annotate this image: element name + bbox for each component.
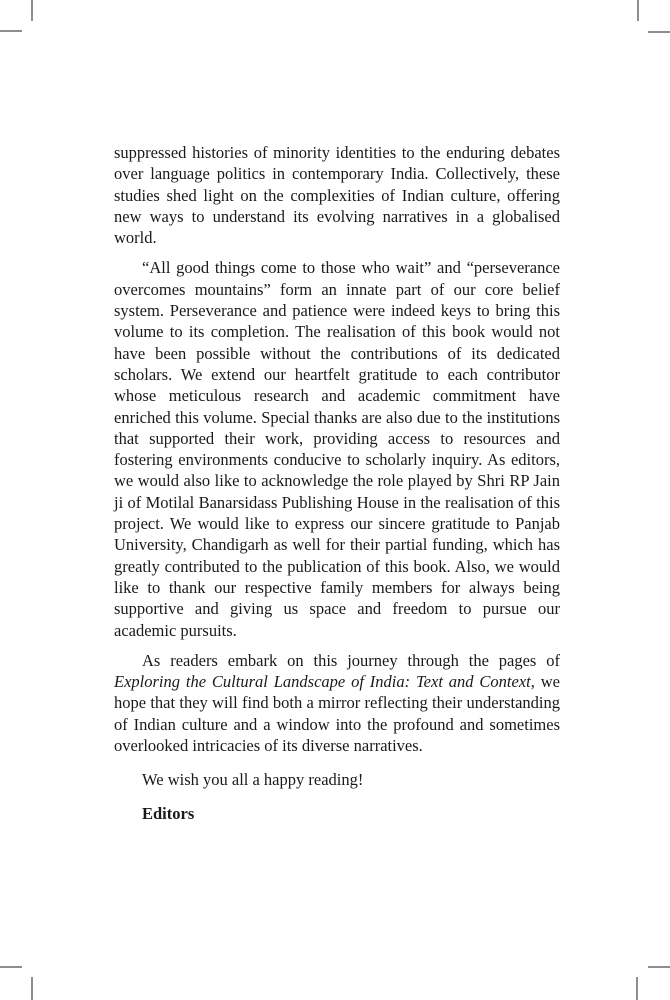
paragraph-continuation: suppressed histories of minority identities to the enduring debates over language politics in contemporary India. Collectively, these studies shed light on the complexities of Indian culture, offering new ways to understand its evolving narratives in a globalised world. [114, 143, 560, 248]
crop-mark-top-right-vertical [637, 0, 639, 21]
crop-mark-bottom-right-horizontal [648, 966, 670, 968]
paragraph-readers-pre: As readers embark on this journey through the pages of [142, 650, 560, 670]
crop-mark-bottom-right-vertical [636, 977, 638, 1000]
crop-mark-top-left-horizontal [0, 30, 22, 32]
paragraph-readers [114, 650, 560, 756]
crop-mark-bottom-left-horizontal [0, 966, 22, 968]
page-text-block [114, 142, 560, 824]
editors-signature: Editors [142, 803, 195, 823]
crop-mark-top-right-horizontal [648, 31, 670, 33]
book-title-italic: Exploring the Cultural Landscape of India: Text and Context [114, 672, 531, 692]
crop-mark-top-left-vertical [31, 0, 33, 21]
paragraph-acknowledgements: “All good things come to those who wait” and “perseverance overcomes mountains” form an innate part of our core belief system. Perseverance and patience were indeed keys to bring this volume to its completion. The realisation of this book would not have been possible without the contributions of its dedicated scholars. We extend our heartfelt gratitude to each contributor whose meticulous research and academic commitment have enriched this volume. Special thanks are also due to the institutions that supported their work, providing access to resources and fostering environments conducive to scholarly inquiry. As editors, we would also like to acknowledge the role played by Shri RP Jain ji of Motilal Banarsidass Publishing House in the realisation of this project. We would like to express our sincere gratitude to Panjab University, Chandigarh as well for their partial funding, which has greatly contributed to the publication of this book. Also, we would like to thank our respective family members for always being supportive and giving us space and freedom to pursue our academic pursuits. [114, 258, 560, 640]
paragraph-readers-post: , we hope that they will find both a mirror reflecting their understanding of Indian culture and a window into the profound and sometimes overlooked intricacies of its diverse narratives. [114, 672, 560, 756]
closing-line: We wish you all a happy reading! [142, 770, 364, 790]
crop-mark-bottom-left-vertical [31, 977, 33, 1000]
